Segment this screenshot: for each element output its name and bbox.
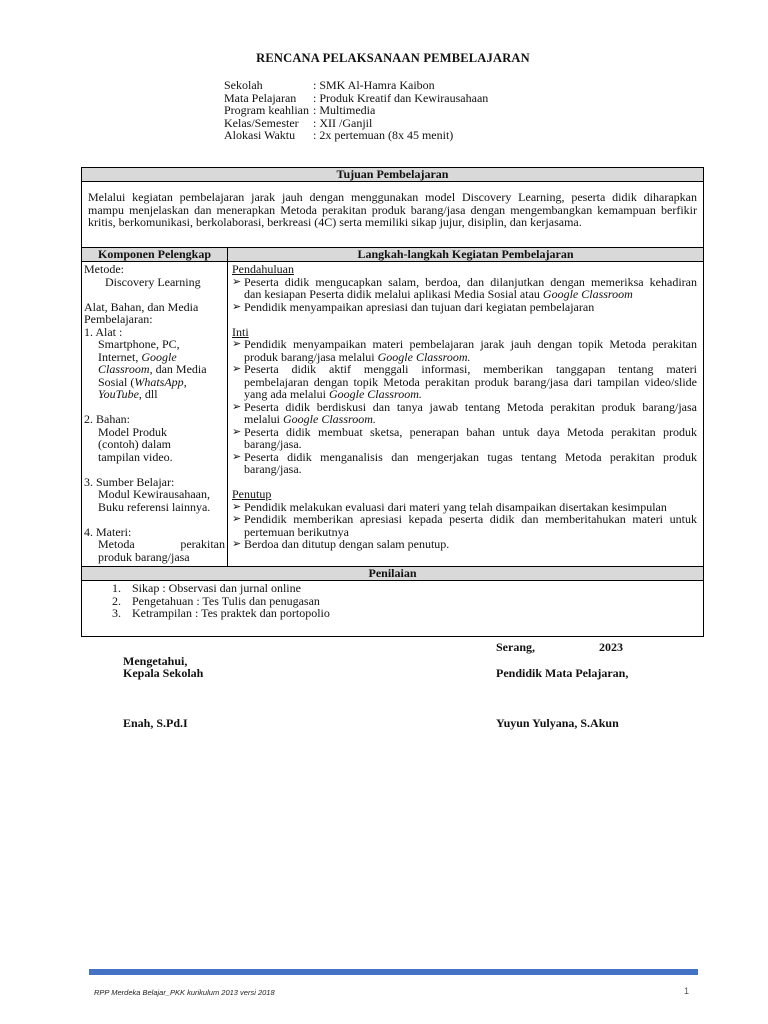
- list-item: ➢ Pendidik melakukan evaluasi dari materi yang telah disampaikan disertakan kesimpulan: [232, 499, 667, 514]
- arrow-bullet-icon: ➢: [232, 338, 242, 350]
- inti-label: Inti: [232, 324, 249, 339]
- komponen-header-row: [82, 248, 703, 262]
- bahan-label: 2. Bahan:: [84, 412, 130, 426]
- list-item: ➢ Peserta didik membuat sketsa, penerapan bahan untuk daya Metoda perakitan produk barang/jasa.: [232, 424, 697, 451]
- list-item: ➢ Peserta didik menganalisis dan mengerjakan tugas tentang Metoda perakitan produk barang/jasa.: [232, 449, 697, 476]
- list-item: ➢ Berdoa dan ditutup dengan salam penutup.: [232, 537, 450, 551]
- footer-divider: [89, 969, 698, 975]
- alat-label: 1. Alat :: [84, 324, 123, 339]
- info-row-sekolah: Sekolah : SMK Al-Hamra Kaibon: [224, 78, 435, 92]
- info-row-kelas: Kelas/Semester : XII /Ganjil: [224, 115, 373, 130]
- komponen-column: [82, 262, 228, 566]
- kepala-sekolah-name: Enah, S.Pd.I: [123, 716, 188, 730]
- komponen-heading: Komponen Pelengkap: [82, 248, 228, 261]
- penilaian-list: [82, 581, 703, 636]
- metode-label: Metode:: [84, 262, 124, 276]
- langkah-heading: Langkah-langkah Kegiatan Pembelajaran: [357, 247, 574, 261]
- arrow-bullet-icon: ➢: [232, 538, 242, 550]
- tujuan-text: Melalui kegiatan pembelajaran jarak jauh dengan menggunakan model Discovery Learning, peserta didik diharapkan mampu menjelaskan dan menerapkan Metoda perakitan produk barang/jasa dengan mengembangkan kemampuan berfikir kritis, berkomunikasi, berkolaborasi, berkreasi (4C) serta memiliki sikap jujur, disiplin, dan kerjasama.: [82, 182, 703, 248]
- rpp-table: [81, 167, 704, 637]
- footer-text: RPP Merdeka Belajar_PKK kurikulum 2013 versi 2018: [94, 988, 275, 997]
- alat-heading: Alat, Bahan, dan Media: [84, 299, 199, 314]
- langkah-column: [228, 262, 703, 566]
- penilaian-heading: Penilaian: [82, 567, 703, 581]
- arrow-bullet-icon: ➢: [232, 513, 242, 525]
- materi-list: Metoda perakitan produk barang/jasa: [98, 537, 225, 564]
- arrow-bullet-icon: ➢: [232, 450, 242, 463]
- alat-heading-2: Pembelajaran:: [84, 312, 153, 326]
- arrow-bullet-icon: ➢: [232, 425, 242, 438]
- komponen-body-row: [82, 262, 703, 567]
- pendidik-name: Yuyun Yulyana, S.Akun: [496, 716, 619, 730]
- alat-list: Smartphone, PC, Internet, Google Classroom, dan Media Sosial (WhatsApp, YouTube, dll: [98, 337, 207, 401]
- penutup-label: Penutup: [232, 487, 272, 501]
- tujuan-heading: Tujuan Pembelajaran: [82, 168, 703, 182]
- materi-label: 4. Materi:: [84, 524, 132, 539]
- list-item: ➢ Pendidik menyampaikan materi pembelajaran jarak jauh dengan topik Metoda perakitan produk barang/jasa melalui Google Classroom.: [232, 337, 697, 364]
- list-item: ➢ Peserta didik aktif menggali informasi, memberikan tanggapan tentang materi pembelajaran dengan topik Metoda perakitan produk barang/jasa dari tampilan video/slide yang ada melalui Google Classroom.: [232, 362, 697, 401]
- mengetahui-label: Mengetahui,: [123, 654, 188, 668]
- list-item: ➢ Peserta didik berdiskusi dan tanya jawab tentang Metoda perakitan produk barang/jasa melalui Google Classroom.: [232, 399, 697, 426]
- info-row-alokasi: Alokasi Waktu : 2x pertemuan (8x 45 menit): [224, 128, 454, 142]
- list-item: ➢ Pendidik menyampaikan apresiasi dan tujuan dari kegiatan pembelajaran: [232, 299, 595, 314]
- info-row-program: Program keahlian : Multimedia: [224, 103, 376, 117]
- pendahuluan-label: Pendahuluan: [232, 262, 294, 276]
- info-row-mapel: Mata Pelajaran : Produk Kreatif dan Kewirausahaan: [224, 90, 489, 105]
- year-label: 2023: [599, 640, 623, 654]
- identity-block: [224, 79, 644, 142]
- arrow-bullet-icon: ➢: [232, 275, 242, 288]
- arrow-bullet-icon: ➢: [232, 400, 242, 413]
- sumber-label: 3. Sumber Belajar:: [84, 474, 175, 489]
- place-label: Serang,: [496, 640, 535, 654]
- list-item: ➢ Peserta didik mengucapkan salam, berdoa, dan dilanjutkan dengan memeriksa kehadiran dan kesiapan Peserta didik melalui aplikasi Media Sosial atau Google Classroom: [232, 274, 697, 301]
- arrow-bullet-icon: ➢: [232, 500, 242, 513]
- sumber-list: Modul Kewirausahaan, Buku referensi lainnya.: [98, 487, 211, 514]
- list-item: 2. Pengetahuan : Tes Tulis dan penugasan: [112, 593, 320, 608]
- arrow-bullet-icon: ➢: [232, 363, 242, 375]
- arrow-bullet-icon: ➢: [232, 300, 242, 313]
- list-item: 3. Ketrampilan : Tes praktek dan portopolio: [112, 606, 330, 620]
- kepala-sekolah-label: Kepala Sekolah: [123, 666, 204, 680]
- bahan-list: Model Produk (contoh) dalam tampilan video.: [98, 424, 173, 464]
- page-number: 1: [684, 986, 690, 996]
- list-item: ➢ Pendidik memberikan apresiasi kepada peserta didik dan memberitahukan materi untuk pertemuan berikutnya: [232, 512, 697, 539]
- metode-value: Discovery Learning: [105, 274, 201, 289]
- pendidik-label: Pendidik Mata Pelajaran,: [496, 666, 629, 680]
- document-title: RENCANA PELAKSANAAN PEMBELAJARAN: [256, 51, 530, 65]
- list-item: 1. Sikap : Observasi dan jurnal online: [112, 581, 301, 595]
